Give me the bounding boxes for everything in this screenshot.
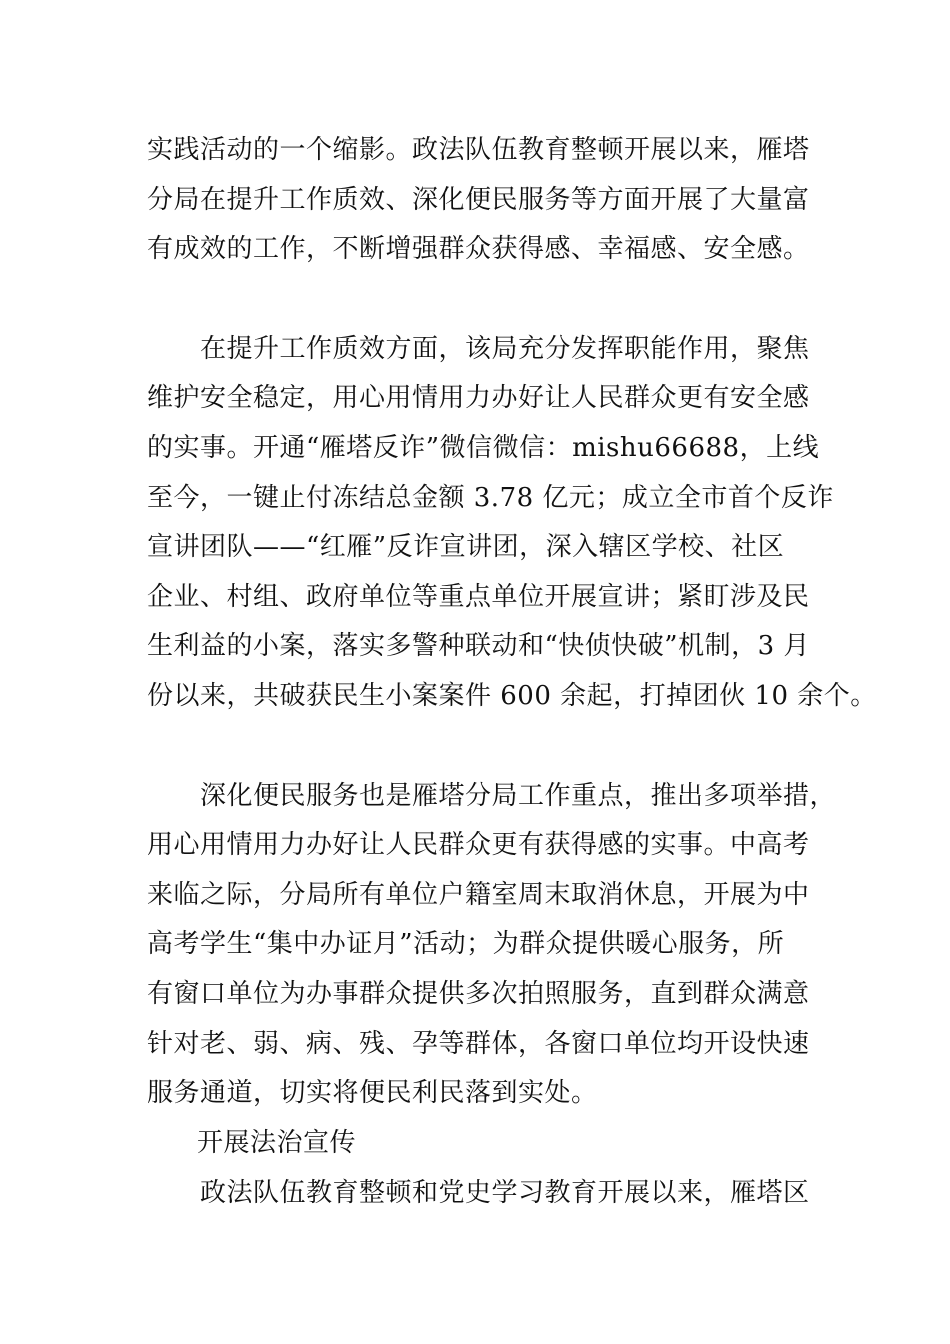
text-line: 有窗口单位为办事群众提供多次拍照服务，直到群众满意 [147, 979, 810, 1009]
text-line: 分局在提升工作质效、深化便民服务等方面开展了大量富 [147, 185, 810, 215]
text-line: 深化便民服务也是雁塔分局工作重点，推出多项举措， [200, 781, 837, 811]
text-line: 针对老、弱、病、残、孕等群体，各窗口单位均开设快速 [147, 1029, 810, 1059]
text-line: 企业、村组、政府单位等重点单位开展宣讲；紧盯涉及民 [147, 582, 810, 612]
text-line: 实践活动的一个缩影。政法队伍教育整顿开展以来，雁塔 [147, 135, 810, 165]
text-line: 生利益的小案，落实多警种联动和“快侦快破”机制，3 月 [147, 631, 810, 661]
text-line: 来临之际，分局所有单位户籍室周末取消休息，开展为中 [147, 880, 810, 910]
text-line: 用心用情用力办好让人民群众更有获得感的实事。中高考 [147, 830, 810, 860]
text-line: 在提升工作质效方面，该局充分发挥职能作用，聚焦 [200, 334, 810, 364]
text-line: 服务通道，切实将便民利民落到实处。 [147, 1078, 598, 1108]
section-heading: 开展法治宣传 [197, 1128, 357, 1158]
text-line: 维护安全稳定，用心用情用力办好让人民群众更有安全感 [147, 383, 810, 413]
text-line: 政法队伍教育整顿和党史学习教育开展以来，雁塔区 [200, 1178, 810, 1208]
text-line: 至今，一键止付冻结总金额 3.78 亿元；成立全市首个反诈 [147, 483, 834, 513]
text-line: 的实事。开通“雁塔反诈”微信微信：mishu66688，上线 [147, 433, 820, 463]
text-line: 高考学生“集中办证月”活动；为群众提供暖心服务，所 [147, 929, 785, 959]
text-line: 宣讲团队——“红雁”反诈宣讲团，深入辖区学校、社区 [147, 532, 785, 562]
text-line: 份以来，共破获民生小案案件 600 余起，打掉团伙 10 余个。 [147, 681, 877, 711]
text-line: 有成效的工作，不断增强群众获得感、幸福感、安全感。 [147, 234, 810, 264]
